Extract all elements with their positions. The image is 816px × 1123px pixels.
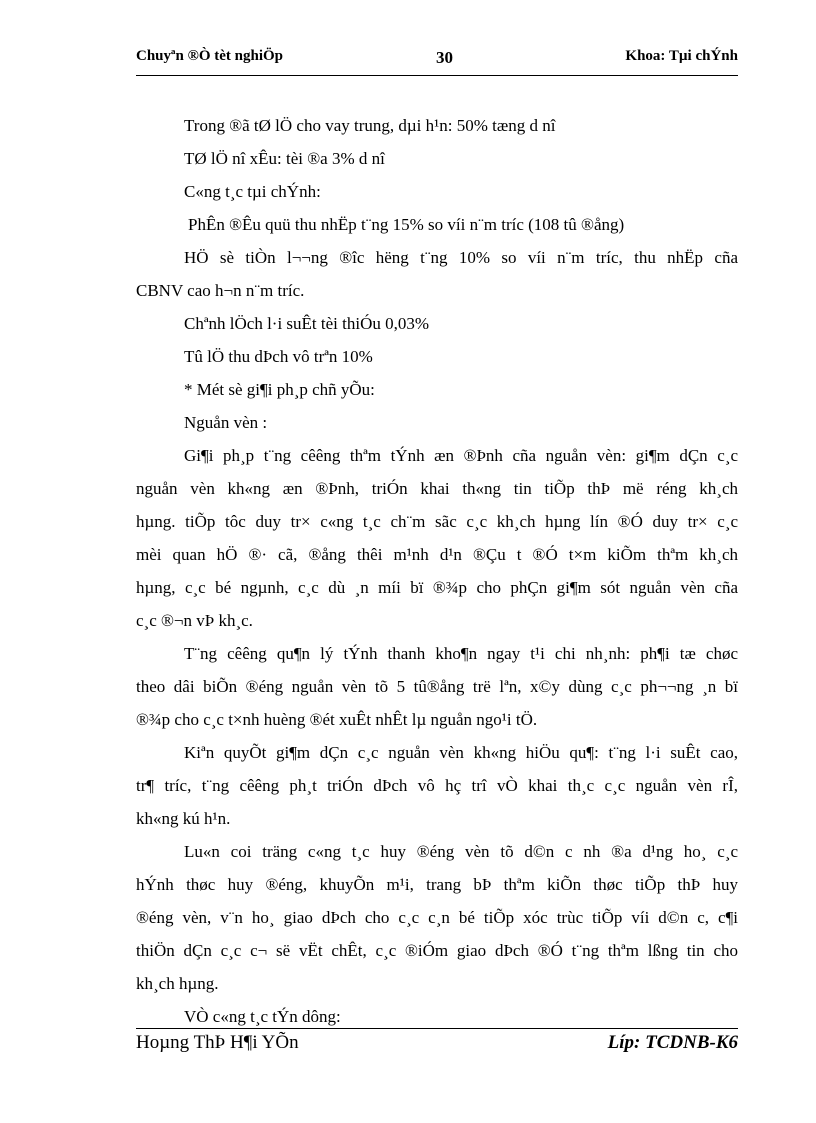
footer-class: Líp: TCDNB-K6: [607, 1032, 738, 1053]
body-line: Gi¶i ph¸p t¨ng cêêng thªm tÝnh æn ®Þnh cña nguån vèn: gi¶m dÇn c¸c: [184, 446, 738, 465]
footer-divider: [136, 1028, 738, 1029]
body-line: hµng, c¸c bé ngµnh, c¸c dù ¸n míi bï ®¾p cho phÇn gi¶m sót nguån vèn cña: [136, 578, 738, 597]
body-line: Tû lÖ thu dÞch vô trªn 10%: [184, 347, 373, 366]
body-line: hÝnh thøc huy ®éng, khuyÕn m¹i, trang bÞ thªm kiÕn thøc tiÕp thÞ huy: [136, 875, 738, 894]
page-footer: [136, 1032, 738, 1060]
body-line: C«ng t¸c tµi chÝnh:: [184, 182, 321, 201]
body-line: thiÖn dÇn c¸c c¬ së vËt chÊt, c¸c ®iÓm giao dÞch ®Ó t¨ng thªm lßng tin cho: [136, 941, 738, 960]
header-faculty-label: Khoa: Tµi chÝnh: [625, 48, 738, 64]
body-line: theo dâi biÕn ®éng nguån vèn tõ 5 tû®ång trë lªn, x©y dùng c¸c ph¬¬ng ¸n bï: [136, 677, 738, 696]
body-line: c¸c ®¬n vÞ kh¸c.: [136, 611, 253, 630]
body-line: tr¶ tríc, t¨ng cêêng ph¸t triÓn dÞch vô hç trî vÒ khai th¸c c¸c nguån vèn rÎ,: [136, 776, 738, 795]
body-line: kh¸ch hµng.: [136, 974, 219, 993]
body-line: PhÊn ®Êu quü thu nhËp t¨ng 15% so víi n¨m tríc (108 tû ®ång): [188, 215, 625, 234]
body-line: Trong ®ã tØ lÖ cho vay trung, dµi h¹n: 50% tæng d nî: [184, 116, 556, 135]
body-line: mèi quan hÖ ®· cã, ®ång thêi m¹nh d¹n ®Çu t ®Ó t×m kiÕm thªm kh¸ch: [136, 545, 738, 564]
body-line: Nguån vèn :: [184, 413, 268, 432]
body-line: ®éng vèn, v¨n ho¸ giao dÞch cho c¸c c¸n bé tiÕp xóc trùc tiÕp víi d©n c, c¶i: [136, 908, 738, 927]
body-line: Chªnh lÖch l·i suÊt tèi thiÓu 0,03%: [184, 314, 430, 333]
body-line: HÖ sè tiÒn l¬¬ng ®îc hëng t¨ng 10% so víi n¨m tríc, thu nhËp cña: [184, 248, 738, 267]
page-header: [136, 48, 738, 70]
body-line: CBNV cao h¬n n¨m tríc.: [136, 281, 305, 300]
body-line: * Mét sè gi¶i ph¸p chñ yÕu:: [184, 380, 375, 399]
header-thesis-label: Chuyªn ®Ò tèt nghiÖp: [136, 48, 283, 64]
body-line: ®¾p cho c¸c t×nh huèng ®ét xuÊt nhÊt lµ nguån ngo¹i tÖ.: [136, 710, 538, 729]
footer-author: Hoµng ThÞ H¶i YÕn: [136, 1032, 299, 1053]
body-line: nguån vèn kh«ng æn ®Þnh, triÓn khai th«ng tin tiÕp thÞ më réng kh¸ch: [136, 479, 738, 498]
body-line: VÒ c«ng t¸c tÝn dông:: [184, 1007, 341, 1026]
body-line: TØ lÖ nî xÊu: tèi ®a 3% d nî: [184, 149, 385, 168]
body-line: T¨ng cêêng qu¶n lý tÝnh thanh kho¶n ngay t¹i chi nh¸nh: ph¶i tæ chøc: [184, 644, 738, 663]
body-line: kh«ng kú h¹n.: [136, 809, 231, 828]
body-line: Lu«n coi träng c«ng t¸c huy ®éng vèn tõ d©n c nh ®a d¹ng ho¸ c¸c: [184, 842, 738, 861]
page-number: 30: [436, 48, 453, 67]
body-line: hµng. tiÕp tôc duy tr× c«ng t¸c ch¨m sãc c¸c kh¸ch hµng lín ®Ó duy tr× c¸c: [136, 512, 738, 531]
document-body: [136, 112, 738, 1036]
body-line: Kiªn quyÕt gi¶m dÇn c¸c nguån vèn kh«ng hiÖu qu¶: t¨ng l·i suÊt cao,: [184, 743, 738, 762]
header-divider: [136, 75, 738, 76]
